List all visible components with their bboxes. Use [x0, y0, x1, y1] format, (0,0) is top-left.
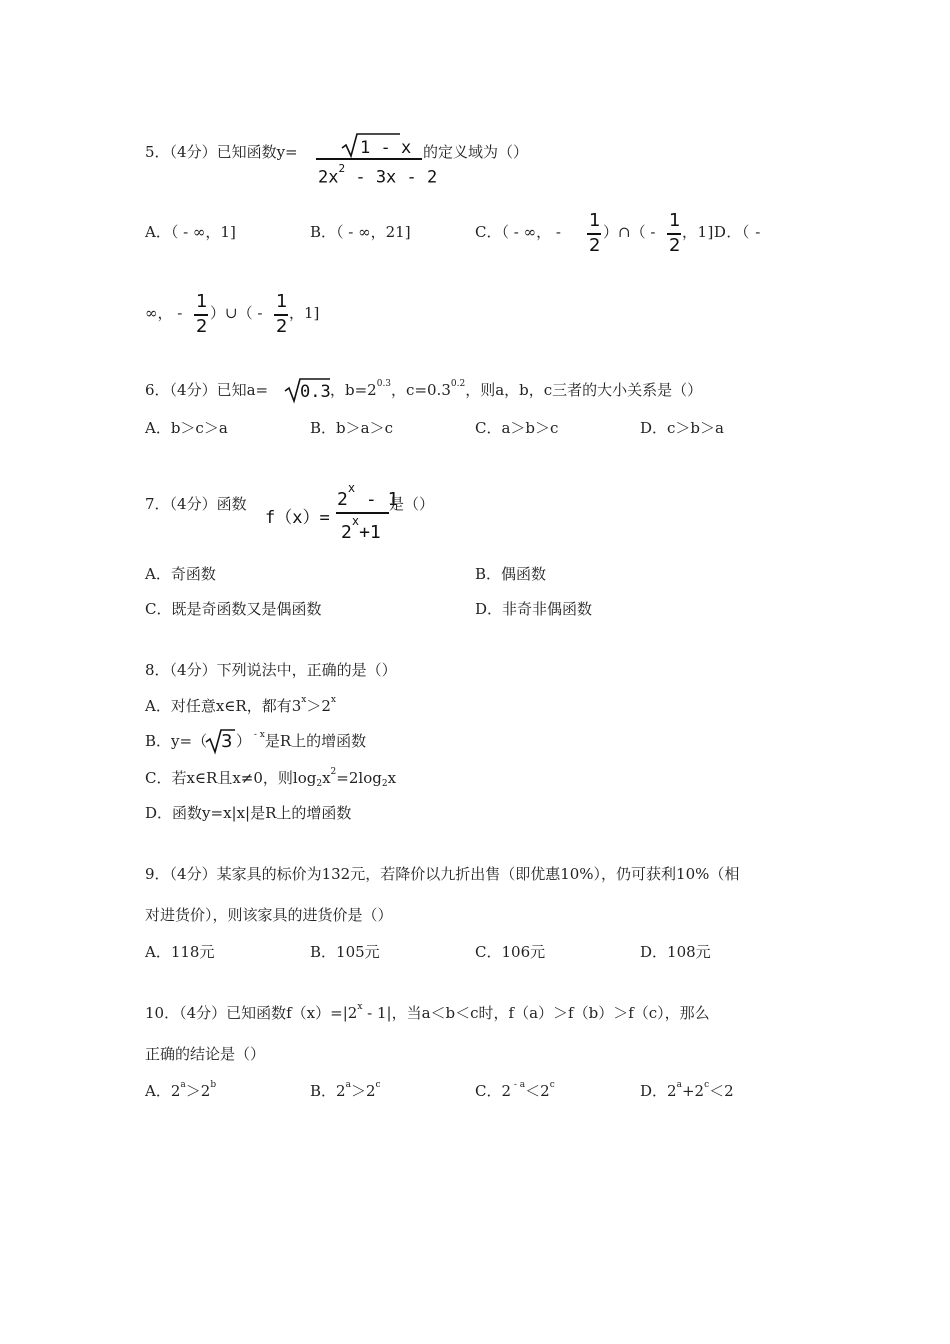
q6-option-d: D．c＞b＞a — [640, 419, 724, 437]
q5-suffix: 的定义域为（） — [423, 143, 529, 161]
q7-fx: f（x）= — [265, 508, 330, 528]
q7-suffix: 是（） — [389, 495, 435, 513]
q7-option-d: D．非奇非偶函数 — [475, 600, 593, 618]
q7-option-a: A．奇函数 — [145, 565, 216, 583]
q8-option-b-prefix: B．y=（ — [145, 732, 208, 750]
q5-option-b: B．（ - ∞，21] — [310, 223, 411, 241]
q8-option-b-suffix: ） $^{- x}$是R上的增函数 — [236, 730, 367, 750]
q10-line-2: 正确的结论是（） — [145, 1045, 266, 1063]
q5-option-c-suffix: ，1]D．（ - — [682, 223, 761, 241]
q8-stem: 8．（4分）下列说法中，正确的是（） — [145, 661, 397, 679]
q5-option-d-prefix: ∞， - — [145, 304, 183, 322]
q7-option-b: B．偶函数 — [475, 565, 547, 583]
q5-fraction-bar — [316, 158, 422, 160]
q5-option-c-prefix: C．（ - ∞， - — [475, 223, 561, 241]
q5-option-a: A．（ - ∞，1] — [145, 223, 236, 241]
q10-option-b: B．$2^a>2^c$ — [310, 1080, 381, 1100]
q9-option-b: B．105元 — [310, 943, 380, 961]
q6-option-c: C．a＞b＞c — [475, 419, 559, 437]
q6-option-a: A．b＞c＞a — [145, 419, 228, 437]
q5-option-c-mid: ）∩（ - — [603, 223, 656, 241]
q9-option-d: D．108元 — [640, 943, 711, 961]
q7-prefix: 7．（4分）函数 — [145, 495, 247, 513]
q7-numerator: 2$^x$ - 1 — [337, 481, 399, 510]
q5-numerator: 1 - x — [360, 138, 412, 158]
q6-root-value: 0.3 — [300, 382, 331, 402]
q5-prefix: 5．（4分）已知函数y= — [145, 143, 298, 161]
q6-tail: ，$b=2^{0.3}$，$c=0.3^{0.2}$，则a，b，c三者的大小关系是（） — [330, 379, 703, 399]
q7-option-c: C．既是奇函数又是偶函数 — [145, 600, 322, 618]
q5-option-d-mid: ）∪（ - — [210, 304, 263, 322]
q8-option-d: D．函数y=x|x|是R上的增函数 — [145, 804, 352, 822]
q9-option-c: C．106元 — [475, 943, 546, 961]
q9-option-a: A．118元 — [145, 943, 215, 961]
q8-root-value: 3 — [221, 731, 233, 752]
q8-option-c: C．若x∈R且x≠0，则$\log_2x^2=2\log_2x$ — [145, 767, 397, 789]
q6-option-b: B．b＞a＞c — [310, 419, 393, 437]
q10-option-c: C．2 $^{- a}<2^c$ — [475, 1080, 555, 1100]
q9-line-2: 对进货价），则该家具的进货价是（） — [145, 906, 393, 924]
q5-option-d-suffix: ，1] — [289, 304, 320, 322]
q10-line-1: 10．（4分）已知函数$f(x)=|2^x - 1|$，当a＜b＜c时，f（a）＞f（b）＞f（c），那么 — [145, 1002, 710, 1022]
q10-option-a: A．$2^a>2^b$ — [145, 1080, 217, 1100]
q8-option-a: A．对任意x∈R，都有$3^x>2^x$ — [145, 695, 336, 715]
q9-line-1: 9．（4分）某家具的标价为132元，若降价以九折出售（即优惠10%），仍可获利10%（相 — [145, 865, 740, 883]
q6-prefix: 6．（4分）已知a= — [145, 381, 269, 399]
q7-fraction-bar — [336, 512, 389, 514]
q5-denominator: $2x^2 - 3x - 2$ — [318, 162, 438, 188]
q10-option-d: D．$2^a+2^c<2$ — [640, 1080, 734, 1100]
q7-denominator: $2^x+1$ — [341, 514, 381, 543]
